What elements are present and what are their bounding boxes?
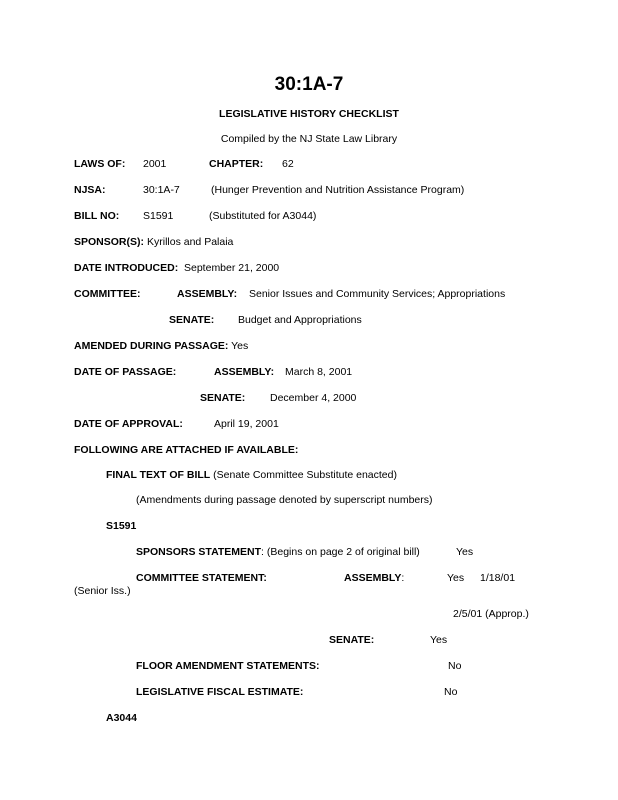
cs-assembly-date-2: 2/5/01 (Approp.) bbox=[453, 608, 529, 620]
bill-no-value: S1591 bbox=[143, 210, 174, 222]
passage-label: DATE OF PASSAGE: bbox=[74, 366, 177, 378]
chapter-value: 62 bbox=[282, 158, 294, 170]
passage-senate-label: SENATE: bbox=[200, 392, 246, 404]
sponsors-statement-value: Yes bbox=[456, 546, 474, 558]
s1591-heading: S1591 bbox=[106, 520, 137, 532]
committee-statement-label: COMMITTEE STATEMENT: bbox=[136, 572, 267, 584]
njsa-label: NJSA: bbox=[74, 184, 106, 196]
floor-amendment-value: No bbox=[448, 660, 462, 672]
date-introduced-value: September 21, 2000 bbox=[184, 262, 280, 274]
amended-label: AMENDED DURING PASSAGE: bbox=[74, 340, 229, 352]
floor-amendment-label: FLOOR AMENDMENT STATEMENTS: bbox=[136, 660, 320, 672]
compiled-by: Compiled by the NJ State Law Library bbox=[220, 133, 398, 145]
bill-no-label: BILL NO: bbox=[74, 210, 120, 222]
committee-senate-value: Budget and Appropriations bbox=[238, 314, 362, 326]
fiscal-estimate-value: No bbox=[444, 686, 458, 698]
passage-senate-value: December 4, 2000 bbox=[270, 392, 357, 404]
laws-of-value: 2001 bbox=[143, 158, 167, 170]
cs-assembly-value: Yes bbox=[447, 572, 465, 584]
amendments-note: (Amendments during passage denoted by superscript numbers) bbox=[136, 494, 433, 506]
attachments-heading: FOLLOWING ARE ATTACHED IF AVAILABLE: bbox=[74, 444, 299, 456]
amended-row bbox=[74, 340, 248, 353]
cs-assembly-label: ASSEMBLY bbox=[344, 572, 402, 584]
amended-value: Yes bbox=[231, 340, 249, 352]
page-title: 30:1A-7 bbox=[274, 74, 344, 95]
cs-assembly-date-1: 1/18/01 bbox=[480, 572, 516, 584]
laws-of-label: LAWS OF: bbox=[74, 158, 126, 170]
cs-senate-label: SENATE: bbox=[329, 634, 375, 646]
final-text-label: FINAL TEXT OF BILL bbox=[106, 469, 211, 481]
sponsors-value: Kyrillos and Palaia bbox=[147, 236, 234, 248]
document-subtitle: LEGISLATIVE HISTORY CHECKLIST bbox=[219, 108, 399, 120]
njsa-description: (Hunger Prevention and Nutrition Assistance Program) bbox=[211, 184, 465, 196]
final-text-row bbox=[106, 469, 397, 482]
fiscal-estimate-label: LEGISLATIVE FISCAL ESTIMATE: bbox=[136, 686, 304, 698]
approval-value: April 19, 2001 bbox=[214, 418, 279, 430]
bill-no-note: (Substituted for A3044) bbox=[209, 210, 317, 222]
committee-senate-label: SENATE: bbox=[169, 314, 215, 326]
cs-senior-note: (Senior Iss.) bbox=[74, 585, 131, 597]
cs-assembly-row bbox=[344, 572, 404, 585]
approval-label: DATE OF APPROVAL: bbox=[74, 418, 183, 430]
committee-assembly-label: ASSEMBLY: bbox=[177, 288, 238, 300]
sponsors-statement-row bbox=[136, 546, 420, 559]
final-text-note: (Senate Committee Substitute enacted) bbox=[213, 469, 397, 481]
njsa-value: 30:1A-7 bbox=[143, 184, 180, 196]
passage-assembly-value: March 8, 2001 bbox=[285, 366, 353, 378]
sponsors-statement-label: SPONSORS STATEMENT bbox=[136, 546, 262, 558]
passage-assembly-label: ASSEMBLY: bbox=[214, 366, 275, 378]
committee-label: COMMITTEE: bbox=[74, 288, 141, 300]
a3044-heading: A3044 bbox=[106, 712, 137, 724]
cs-assembly-colon: : bbox=[401, 572, 405, 584]
date-introduced-label: DATE INTRODUCED: bbox=[74, 262, 179, 274]
committee-assembly-value: Senior Issues and Community Services; Appropriations bbox=[249, 288, 506, 300]
sponsors-label: SPONSOR(S): bbox=[74, 236, 145, 248]
cs-senate-value: Yes bbox=[430, 634, 448, 646]
chapter-label: CHAPTER: bbox=[209, 158, 264, 170]
sponsors-statement-note: : (Begins on page 2 of original bill) bbox=[261, 546, 420, 558]
